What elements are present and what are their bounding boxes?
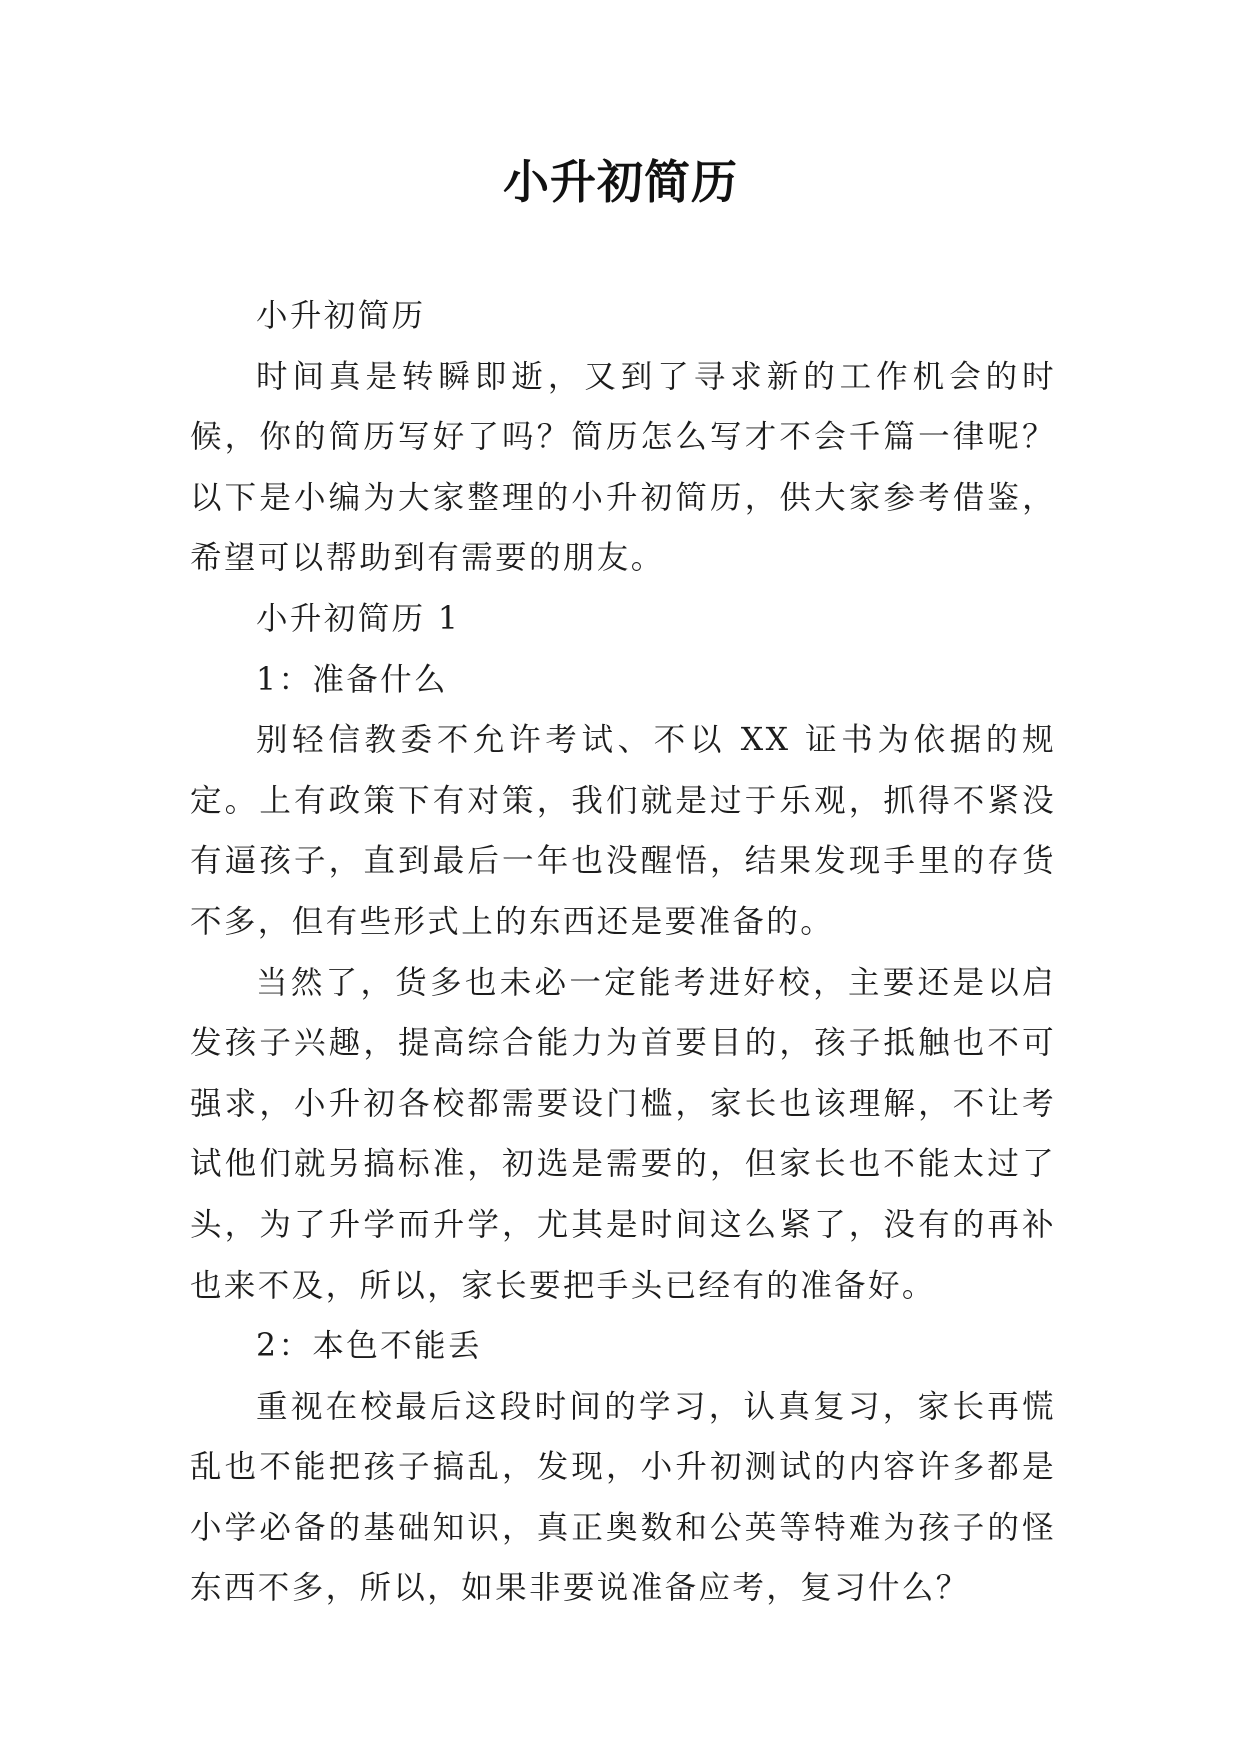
body-paragraph: 重视在校最后这段时间的学习，认真复习，家长再慌乱也不能把孩子搞乱，发现，小升初测试的内容许多都是小学必备的基础知识，真正奥数和公英等特难为孩子的怪东西不多，所以，如果非要说准备应考，复习什么？ xyxy=(190,1388,1056,1607)
document-title: 小升初简历 xyxy=(503,155,738,209)
intro-paragraph: 时间真是转瞬即逝，又到了寻求新的工作机会的时候，你的简历写好了吗？简历怎么写才不会千篇一律呢？以下是小编为大家整理的小升初简历，供大家参考借鉴，希望可以帮助到有需要的朋友。 xyxy=(190,358,1056,577)
subsection-heading: 1：准备什么 xyxy=(256,661,448,698)
section-heading: 小升初简历 xyxy=(256,298,426,334)
document-body xyxy=(190,286,1056,1619)
section-heading: 小升初简历 1 xyxy=(256,600,461,637)
body-paragraph: 别轻信教委不允许考试、不以 XX 证书为依据的规定。上有政策下有对策，我们就是过于乐观，抓得不紧没有逼孩子，直到最后一年也没醒悟，结果发现手里的存货不多，但有些形式上的东西还是要准备的。 xyxy=(190,722,1056,940)
subsection-heading: 2：本色不能丢 xyxy=(256,1328,482,1365)
body-paragraph: 当然了，货多也未必一定能考进好校，主要还是以启发孩子兴趣，提高综合能力为首要目的，孩子抵触也不可强求，小升初各校都需要设门槛，家长也该理解，不让考试他们就另搞标准，初选是需要的，但家长也不能太过了头，为了升学而升学，尤其是时间这么紧了，没有的再补也来不及，所以，家长要把手头已经有的准备好。 xyxy=(190,964,1056,1304)
